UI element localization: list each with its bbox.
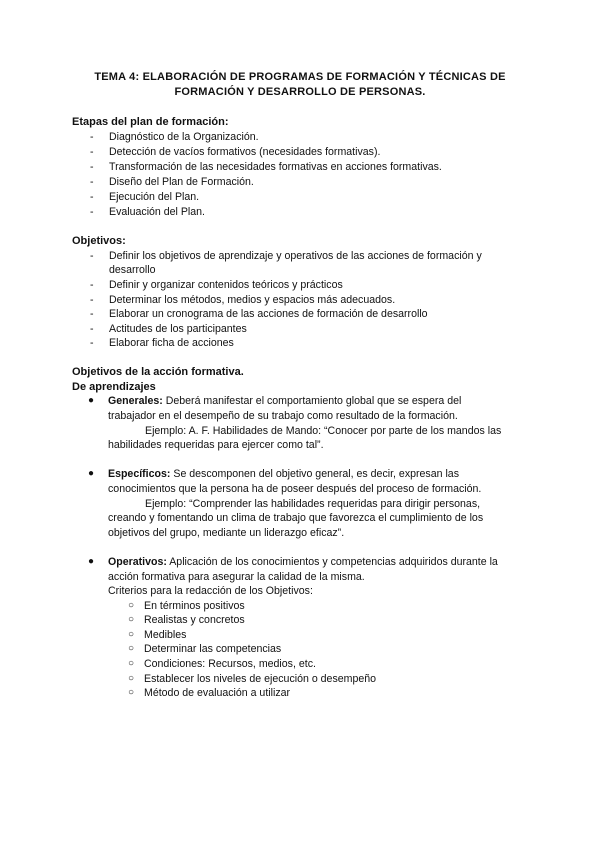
criterios-heading: Criterios para la redacción de los Objetivos: bbox=[108, 585, 313, 597]
generales-example-1: Ejemplo: A. F. Habilidades de Mando: “Conocer por parte de los mandos las bbox=[145, 425, 502, 437]
especificos-line-2: conocimientos que la persona ha de poseer después del proceso de formación. bbox=[108, 483, 482, 495]
accion-heading: Objetivos de la acción formativa. bbox=[72, 366, 244, 378]
document-page: TEMA 4: ELABORACIÓN DE PROGRAMAS DE FORMACIÓN Y TÉCNICAS DE FORMACIÓN Y DESARROLLO DE PERSONAS. Etapas del plan de formación: - Diagnóstico de la Organización. - Detección de vacíos formativos (necesidades formativas). - Transformación de las necesidades formativas en acciones formativas. - Diseño del Plan de Formación. - Ejecución del Plan. - Evaluación del Plan. Objetivos: - Definir los objetivos de aprendizaje y operativos de las acciones de formación y desarrollo - Definir y organizar contenidos teóricos y prácticos - Determinar los métodos, medios y espacios más adecuados. - Elaborar un cronograma de las acciones de formación de desarrollo - Actitudes de los participantes - Elaborar ficha de acciones Objetivos de la acción formativa. De aprendizajes ● Generales: Deberá manifestar el comportamiento global que se espera del trabajador en el desempeño de su trabajo como resultado de la formación. Ejemplo: A. F. Habilidades de Mando: “Conocer por parte de los mandos las habilidades requeridas para ejercer como tal”. ● Específicos: Se descomponen del objetivo general, es decir, expresan las conocimientos que la persona ha de poseer después del proceso de formación. Ejemplo: “Comprender las habilidades requeridas para dirigir personas, creando y fomentando un clima de trabajo que favorezca el cumplimiento de los objetivos del grupo, mediante un liderazgo eficaz”. ● Operativos: Aplicación de los conocimientos y competencias adquiridos durante la acción formativa para asegurar la calidad de la misma. Criterios para la redacción de los Objetivos: ○ En términos positivos ○ Realistas y concretos ○ Medibles ○ Determinar las competencias ○ Condiciones: Recursos, medios, etc. ○ Establecer los niveles de ejecución o desempeño ○ Método de evaluación a utilizar bbox=[0, 0, 600, 848]
especificos-example-3: objetivos del grupo, mediante un liderazgo eficaz”. bbox=[108, 527, 345, 539]
generales-example-2: habilidades requeridas para ejercer como tal”. bbox=[108, 439, 324, 451]
title-line-1: TEMA 4: ELABORACIÓN DE PROGRAMAS DE FORMACIÓN Y TÉCNICAS DE bbox=[94, 71, 506, 83]
generales-line-2: trabajador en el desempeño de su trabajo como resultado de la formación. bbox=[108, 410, 458, 422]
objetivos-heading: Objetivos: bbox=[72, 235, 126, 247]
accion-subheading: De aprendizajes bbox=[72, 381, 156, 393]
generales-line-1: Deberá manifestar el comportamiento global que se espera del bbox=[165, 395, 462, 407]
especificos-line-1: Se descomponen del objetivo general, es decir, expresan las bbox=[173, 468, 459, 480]
title-line-2: FORMACIÓN Y DESARROLLO DE PERSONAS. bbox=[174, 86, 426, 98]
especificos-example-2: creando y fomentando un clima de trabajo que favorezca el cumplimiento de los bbox=[108, 512, 484, 524]
especificos-label: Específicos: bbox=[108, 468, 171, 480]
especificos-example-1: Ejemplo: “Comprender las habilidades requeridas para dirigir personas, bbox=[145, 498, 481, 510]
operativos-line-1: Aplicación de los conocimientos y competencias adquiridos durante la bbox=[169, 556, 498, 568]
etapas-heading: Etapas del plan de formación: bbox=[72, 116, 229, 128]
operativos-line-2: acción formativa para asegurar la calidad de la misma. bbox=[108, 571, 365, 583]
generales-label: Generales: bbox=[108, 395, 163, 407]
document-title bbox=[70, 70, 530, 100]
operativos-label: Operativos: bbox=[108, 556, 167, 568]
